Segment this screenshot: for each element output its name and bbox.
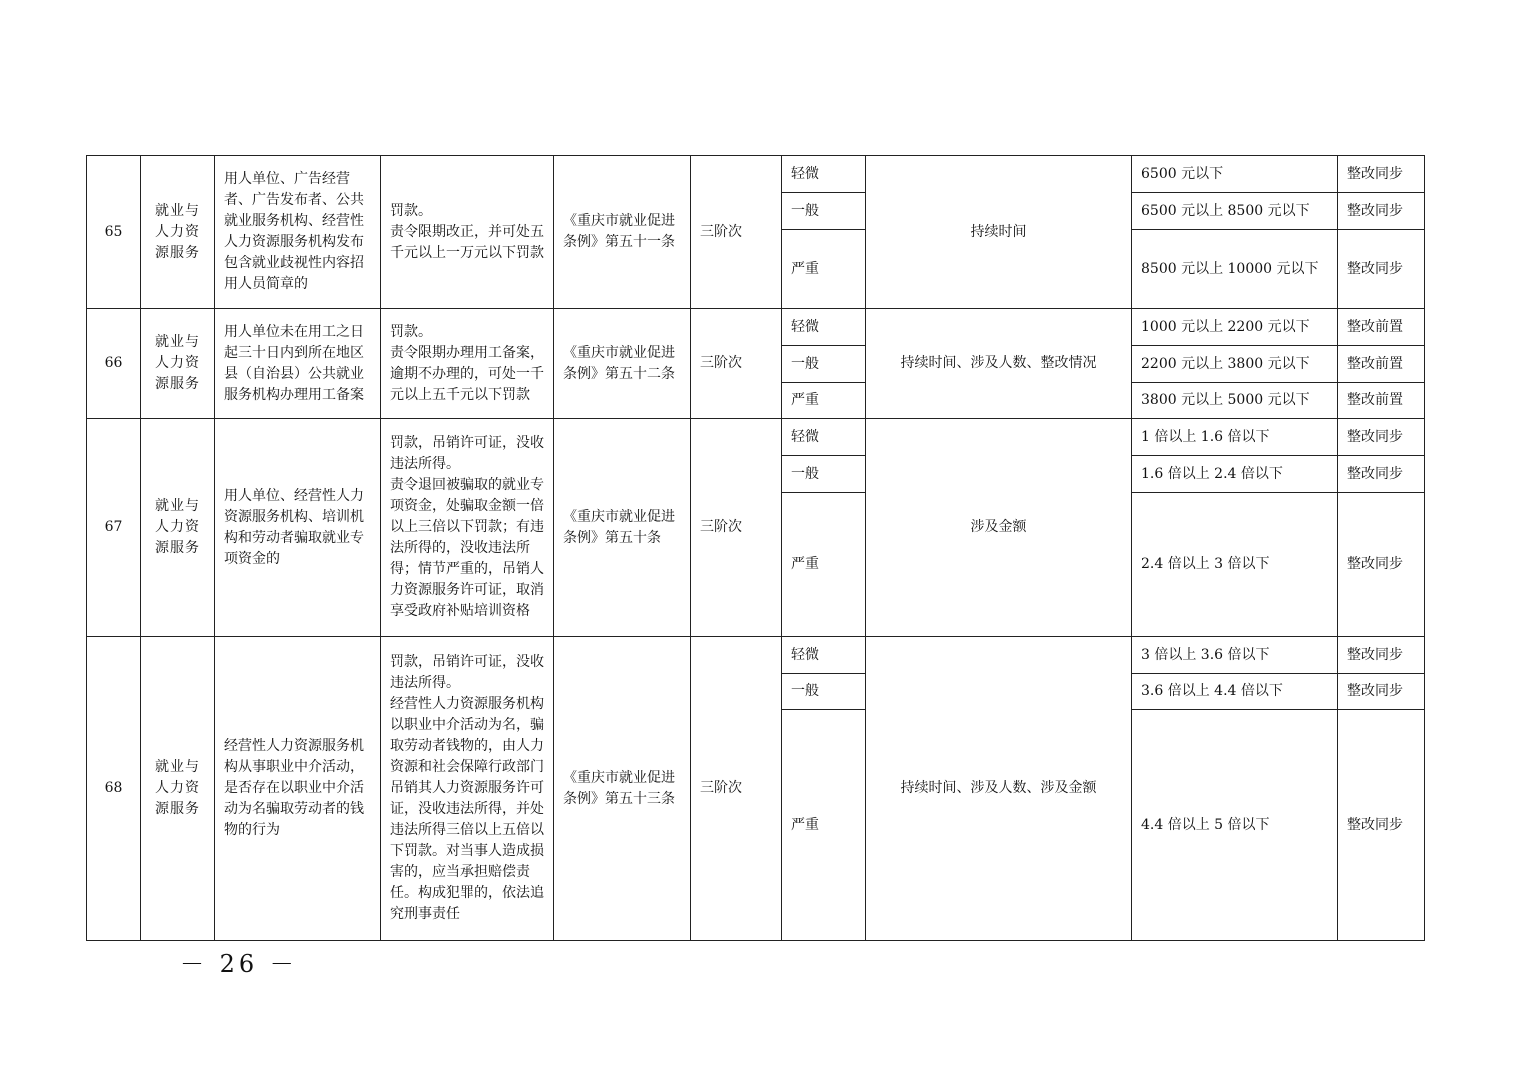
level-count-cell: 三阶次 [691, 156, 782, 309]
category-cell: 就业与人力资源服务 [141, 156, 215, 309]
level-count-cell: 三阶次 [691, 309, 782, 419]
category-cell: 就业与人力资源服务 [141, 309, 215, 419]
basis-cell: 《重庆市就业促进条例》第五十一条 [554, 156, 691, 309]
timing-cell: 整改同步 [1338, 710, 1425, 941]
degree-cell: 一般 [782, 346, 866, 383]
standard-cell: 3.6 倍以上 4.4 倍以下 [1132, 674, 1338, 710]
timing-cell: 整改同步 [1338, 456, 1425, 493]
basis-cell: 《重庆市就业促进条例》第五十三条 [554, 637, 691, 941]
standard-cell: 4.4 倍以上 5 倍以下 [1132, 710, 1338, 941]
standard-cell: 6500 元以上 8500 元以下 [1132, 193, 1338, 230]
timing-cell: 整改前置 [1338, 309, 1425, 346]
timing-cell: 整改前置 [1338, 383, 1425, 419]
timing-cell: 整改前置 [1338, 346, 1425, 383]
timing-cell: 整改同步 [1338, 493, 1425, 637]
standard-cell: 8500 元以上 10000 元以下 [1132, 230, 1338, 309]
factor-cell: 持续时间 [866, 156, 1132, 309]
standard-cell: 6500 元以下 [1132, 156, 1338, 193]
penalty-cell: 罚款。 责令限期办理用工备案，逾期不办理的，可处一千元以上五千元以下罚款 [381, 309, 554, 419]
penalty-standard-table [86, 155, 1425, 941]
table-row [87, 419, 1425, 456]
timing-cell: 整改同步 [1338, 419, 1425, 456]
standard-cell: 1 倍以上 1.6 倍以下 [1132, 419, 1338, 456]
level-count-cell: 三阶次 [691, 637, 782, 941]
table-row [87, 637, 1425, 674]
behavior-cell: 用人单位未在用工之日起三十日内到所在地区县（自治县）公共就业服务机构办理用工备案 [215, 309, 381, 419]
page-number: － 26 － [180, 950, 298, 978]
standard-cell: 1000 元以上 2200 元以下 [1132, 309, 1338, 346]
table-row [87, 309, 1425, 346]
standard-cell: 1.6 倍以上 2.4 倍以下 [1132, 456, 1338, 493]
row-number: 65 [87, 156, 141, 309]
degree-cell: 严重 [782, 230, 866, 309]
degree-cell: 轻微 [782, 419, 866, 456]
timing-cell: 整改同步 [1338, 230, 1425, 309]
row-number: 67 [87, 419, 141, 637]
row-number: 68 [87, 637, 141, 941]
behavior-cell: 经营性人力资源服务机构从事职业中介活动，是否存在以职业中介活动为名骗取劳动者的钱物的行为 [215, 637, 381, 941]
row-number: 66 [87, 309, 141, 419]
timing-cell: 整改同步 [1338, 637, 1425, 674]
basis-cell: 《重庆市就业促进条例》第五十二条 [554, 309, 691, 419]
timing-cell: 整改同步 [1338, 156, 1425, 193]
factor-cell: 持续时间、涉及人数、整改情况 [866, 309, 1132, 419]
standard-cell: 3800 元以上 5000 元以下 [1132, 383, 1338, 419]
degree-cell: 轻微 [782, 156, 866, 193]
timing-cell: 整改同步 [1338, 674, 1425, 710]
behavior-cell: 用人单位、经营性人力资源服务机构、培训机构和劳动者骗取就业专项资金的 [215, 419, 381, 637]
standard-cell: 2.4 倍以上 3 倍以下 [1132, 493, 1338, 637]
behavior-cell: 用人单位、广告经营者、广告发布者、公共就业服务机构、经营性人力资源服务机构发布包含就业歧视性内容招用人员简章的 [215, 156, 381, 309]
degree-cell: 轻微 [782, 637, 866, 674]
level-count-cell: 三阶次 [691, 419, 782, 637]
penalty-cell: 罚款，吊销许可证，没收违法所得。 经营性人力资源服务机构以职业中介活动为名，骗取劳动者钱物的，由人力资源和社会保障行政部门吊销其人力资源服务许可证，没收违法所得，并处违法所得三倍以上五倍以下罚款。对当事人造成损害的，应当承担赔偿责任。构成犯罪的，依法追究刑事责任 [381, 637, 554, 941]
penalty-cell: 罚款。 责令限期改正，并可处五千元以上一万元以下罚款 [381, 156, 554, 309]
table-row [87, 156, 1425, 193]
standard-cell: 3 倍以上 3.6 倍以下 [1132, 637, 1338, 674]
timing-cell: 整改同步 [1338, 193, 1425, 230]
degree-cell: 严重 [782, 383, 866, 419]
factor-cell: 涉及金额 [866, 419, 1132, 637]
degree-cell: 一般 [782, 456, 866, 493]
degree-cell: 一般 [782, 193, 866, 230]
degree-cell: 一般 [782, 674, 866, 710]
penalty-cell: 罚款，吊销许可证，没收违法所得。 责令退回被骗取的就业专项资金，处骗取金额一倍以上三倍以下罚款；有违法所得的，没收违法所得；情节严重的，吊销人力资源服务许可证，取消享受政府补贴培训资格 [381, 419, 554, 637]
degree-cell: 严重 [782, 710, 866, 941]
degree-cell: 严重 [782, 493, 866, 637]
basis-cell: 《重庆市就业促进条例》第五十条 [554, 419, 691, 637]
degree-cell: 轻微 [782, 309, 866, 346]
category-cell: 就业与人力资源服务 [141, 637, 215, 941]
standard-cell: 2200 元以上 3800 元以下 [1132, 346, 1338, 383]
factor-cell: 持续时间、涉及人数、涉及金额 [866, 637, 1132, 941]
category-cell: 就业与人力资源服务 [141, 419, 215, 637]
